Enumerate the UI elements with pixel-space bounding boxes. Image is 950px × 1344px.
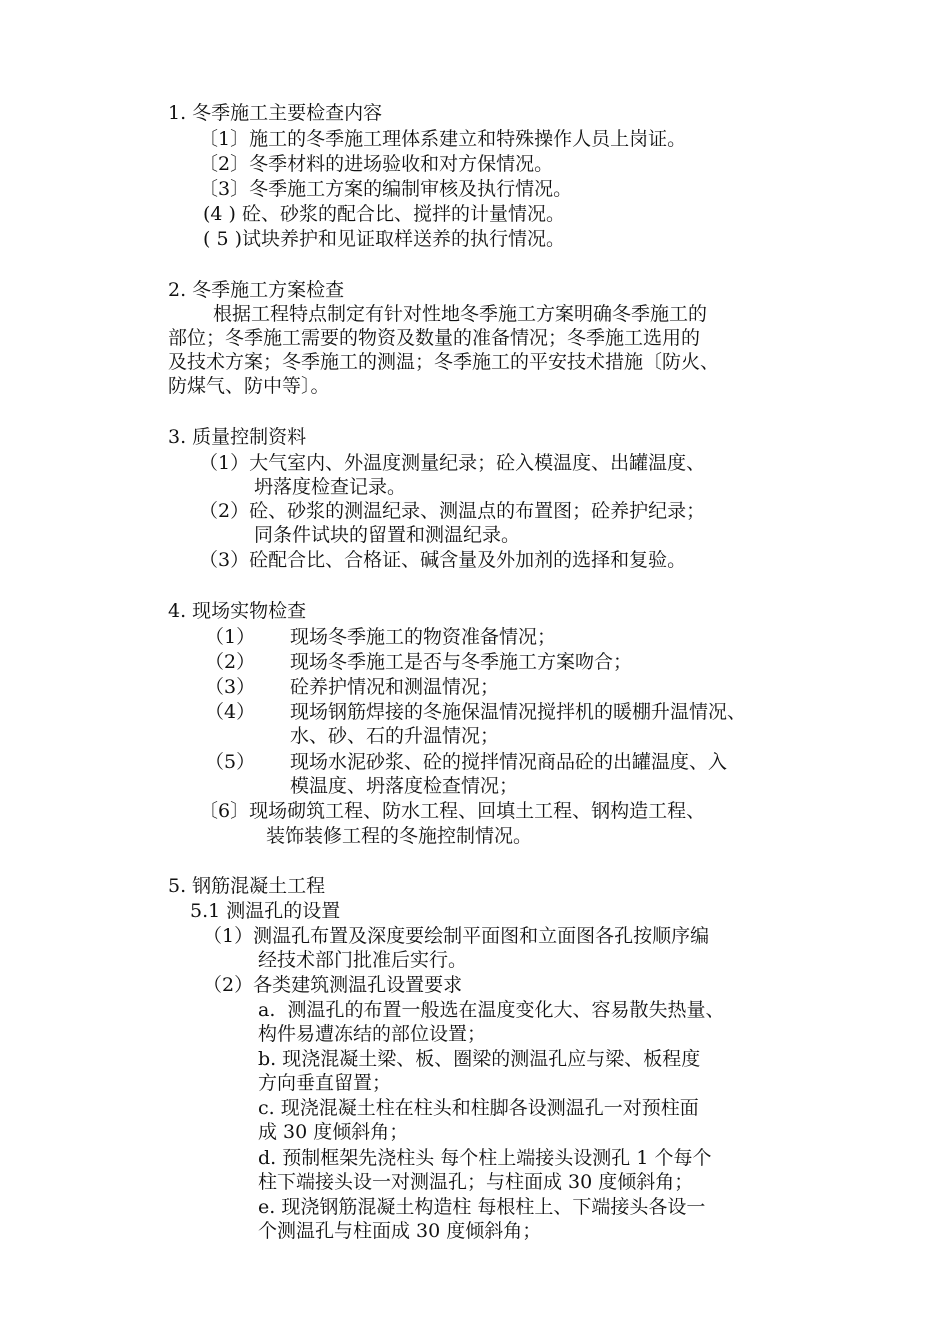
s5-item-2: （2）各类建筑测温孔设置要求 bbox=[203, 974, 463, 996]
s5-b-line-2: 方向垂直留置； bbox=[258, 1072, 392, 1094]
section-3-heading: 3. 质量控制资料 bbox=[168, 426, 307, 448]
s5-c-line-2: 成 30 度倾斜角； bbox=[258, 1121, 409, 1143]
s5-a-line-1: a. 测温孔的布置一般选在温度变化大、容易散失热量、 bbox=[258, 999, 725, 1021]
s4-item-3-text: 砼养护情况和测温情况； bbox=[290, 676, 500, 698]
s4-item-4-text-line-1: 现场钢筋焊接的冬施保温情况搅拌机的暖棚升温情况、 bbox=[290, 701, 747, 723]
s3-item-3: （3）砼配合比、合格证、碱含量及外加剂的选择和复验。 bbox=[199, 549, 687, 571]
s4-item-6-line-1: 〔6〕现场砌筑工程、防水工程、回填土工程、钢构造工程、 bbox=[199, 800, 706, 822]
s4-item-2-text: 现场冬季施工是否与冬季施工方案吻合； bbox=[290, 651, 633, 673]
s5-item-1-line-1: （1）测温孔布置及深度要绘制平面图和立面图各孔按顺序编 bbox=[203, 925, 710, 947]
s4-item-5-number: （5） bbox=[205, 751, 256, 773]
s5-d-line-1: d. 预制框架先浇柱头 每个柱上端接头设测孔 1 个每个 bbox=[258, 1147, 712, 1169]
s1-item-4: (4 ) 砼、砂浆的配合比、搅拌的计量情况。 bbox=[203, 203, 565, 225]
s4-item-4-text-line-2: 水、砂、石的升温情况； bbox=[290, 725, 500, 747]
s2-para-line-3: 及技术方案；冬季施工的测温；冬季施工的平安技术措施〔防火、 bbox=[168, 351, 720, 373]
s1-item-5: ( 5 )试块养护和见证取样送养的执行情况。 bbox=[203, 228, 565, 250]
s3-item-1-line-2: 坍落度检查记录。 bbox=[254, 476, 407, 498]
s5-e-line-1: e. 现浇钢筋混凝土构造柱 每根柱上、下端接头各设一 bbox=[258, 1196, 706, 1218]
s4-item-5-text-line-1: 现场水泥砂浆、砼的搅拌情况商品砼的出罐温度、入 bbox=[290, 751, 728, 773]
s4-item-5-text-line-2: 模温度、坍落度检查情况； bbox=[290, 775, 519, 797]
s2-para-line-2: 部位；冬季施工需要的物资及数量的准备情况；冬季施工选用的 bbox=[168, 327, 701, 349]
s4-item-2-number: （2） bbox=[205, 651, 256, 673]
section-4-heading: 4. 现场实物检查 bbox=[168, 600, 307, 622]
s5-b-line-1: b. 现浇混凝土梁、板、圈梁的测温孔应与梁、板程度 bbox=[258, 1048, 701, 1070]
s3-item-2-line-1: （2）砼、砂浆的测温纪录、测温点的布置图；砼养护纪录； bbox=[199, 500, 706, 522]
s5-a-line-2: 构件易遭冻结的部位设置； bbox=[258, 1023, 487, 1045]
s1-item-1: 〔1〕施工的冬季施工理体系建立和特殊操作人员上岗证。 bbox=[199, 128, 687, 150]
section-2-heading: 2. 冬季施工方案检查 bbox=[168, 279, 345, 301]
s5-item-1-line-2: 经技术部门批准后实行。 bbox=[258, 949, 468, 971]
s3-item-2-line-2: 同条件试块的留置和测温纪录。 bbox=[254, 524, 521, 546]
s1-item-3: 〔3〕冬季施工方案的编制审核及执行情况。 bbox=[199, 178, 573, 200]
s1-item-2: 〔2〕冬季材料的进场验收和对方保情况。 bbox=[199, 153, 554, 175]
s5-e-line-2: 个测温孔与柱面成 30 度倾斜角； bbox=[258, 1220, 542, 1242]
s2-para-line-4: 防煤气、防中等〕。 bbox=[168, 375, 330, 397]
section-1-heading: 1. 冬季施工主要检查内容 bbox=[168, 102, 383, 124]
s4-item-1-text: 现场冬季施工的物资准备情况； bbox=[290, 626, 557, 648]
s3-item-1-line-1: （1）大气室内、外温度测量纪录；砼入模温度、出罐温度、 bbox=[199, 452, 706, 474]
section-5-heading: 5. 钢筋混凝土工程 bbox=[168, 875, 326, 897]
s5-d-line-2: 柱下端接头设一对测温孔；与柱面成 30 度倾斜角； bbox=[258, 1171, 694, 1193]
s4-item-1-number: （1） bbox=[205, 626, 256, 648]
s2-para-line-1: 根据工程特点制定有针对性地冬季施工方案明确冬季施工的 bbox=[213, 303, 708, 325]
s5-c-line-1: c. 现浇混凝土柱在柱头和柱脚各设测温孔一对预柱面 bbox=[258, 1097, 699, 1119]
s5-1-subheading: 5.1 测温孔的设置 bbox=[190, 900, 341, 922]
s4-item-4-number: （4） bbox=[205, 701, 256, 723]
s4-item-3-number: （3） bbox=[205, 676, 256, 698]
s4-item-6-line-2: 装饰装修工程的冬施控制情况。 bbox=[266, 825, 533, 847]
